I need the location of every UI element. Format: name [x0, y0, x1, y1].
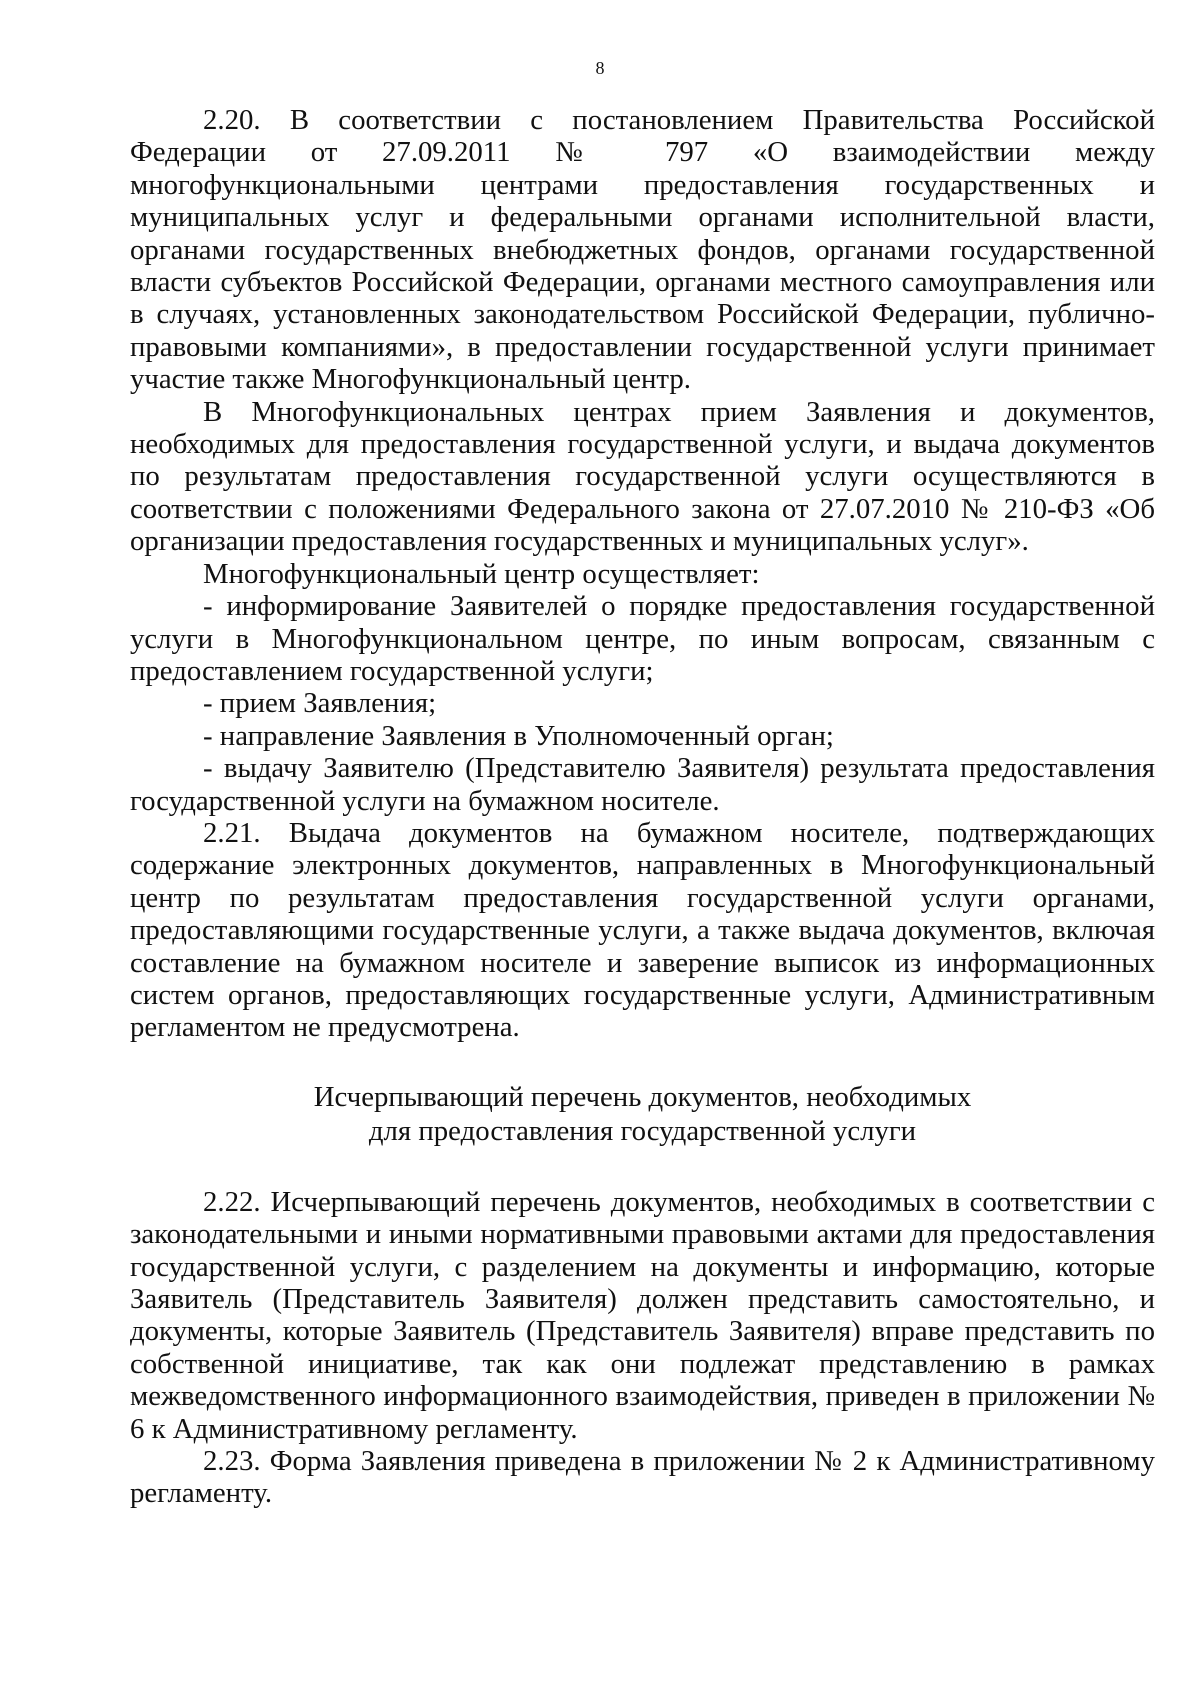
document-body [130, 104, 1155, 1510]
list-item: - выдачу Заявителю (Представителю Заявителя) результата предоставления государственной услуги на бумажном носителе. [130, 752, 1155, 817]
section-heading [130, 1080, 1155, 1148]
page-number: 8 [595, 58, 605, 78]
list-item: - прием Заявления; [203, 687, 437, 720]
list-item: - направление Заявления в Уполномоченный орган; [203, 719, 834, 752]
paragraph-2-20: 2.20. В соответствии с постановлением Правительства Российской Федерации от 27.09.2011 № 797 «О взаимодействии между многофункциональными центрами предоставления государственных и муниципальных услуг и федеральными органами исполнительной власти, органами государственных внебюджетных фондов, органами государственной власти субъектов Российской Федерации, органами местного самоуправления или в случаях, установленных законодательством Российской Федерации, публично-правовыми компаниями», в предоставлении государственной услуги принимает участие также Многофункциональный центр. [130, 104, 1155, 396]
paragraph-2-23: 2.23. Форма Заявления приведена в приложении № 2 к Административному регламенту. [130, 1445, 1155, 1510]
section-heading-line-1: Исчерпывающий перечень документов, необходимых [313, 1080, 972, 1113]
paragraph-2-21: 2.21. Выдача документов на бумажном носителе, подтверждающих содержание электронных документов, направленных в Многофункциональный центр по результатам предоставления государственной услуги органами, предоставляющими государственные услуги, а также выдача документов, включая составление на бумажном носителе и заверение выписок из информационных систем органов, предоставляющих государственные услуги, Административным регламентом не предусмотрена. [130, 816, 1155, 1044]
list-item: - информирование Заявителей о порядке предоставления государственной услуги в Многофункциональном центре, по иным вопросам, связанным с предоставлением государственной услуги; [130, 590, 1155, 687]
paragraph-mfc-reception: В Многофункциональных центрах прием Заявления и документов, необходимых для предоставления государственной услуги, и выдача документов по результатам предоставления государственной услуги осуществляются в соответствии с положениями Федерального закона от 27.07.2010 № 210-ФЗ «Об организации предоставления государственных и муниципальных услуг». [130, 395, 1155, 558]
paragraph-2-22: 2.22. Исчерпывающий перечень документов, необходимых в соответствии с законодательными и иными нормативными правовыми актами для предоставления государственной услуги, с разделением на документы и информацию, которые Заявитель (Представитель Заявителя) должен представить самостоятельно, и документы, которые Заявитель (Представитель Заявителя) вправе представить по собственной инициативе, так как они подлежат представлению в рамках межведомственного информационного взаимодействия, приведен в приложении № 6 к Административному регламенту. [130, 1185, 1155, 1445]
paragraph-mfc-functions-intro: Многофункциональный центр осуществляет: [203, 557, 760, 590]
section-heading-line-2: для предоставления государственной услуги [368, 1114, 917, 1147]
